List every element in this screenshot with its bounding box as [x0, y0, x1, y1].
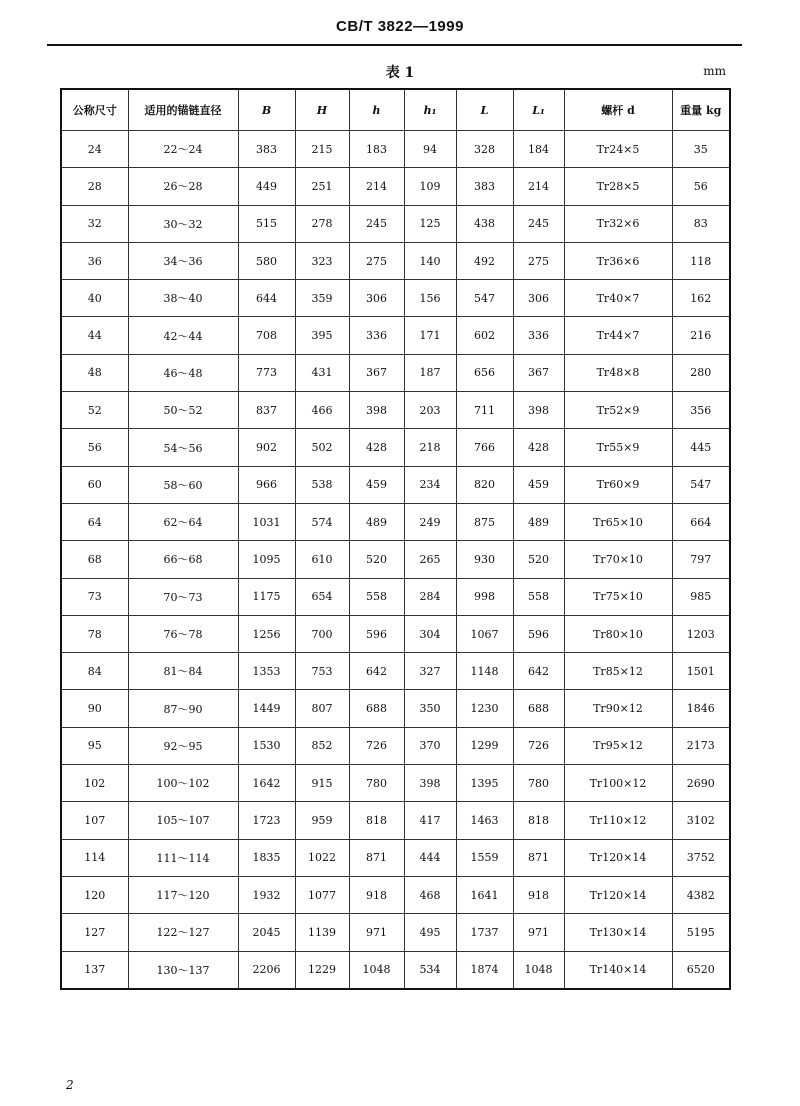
- table-cell: 275: [349, 242, 404, 279]
- table-cell: 1175: [238, 578, 295, 615]
- table-row: [61, 802, 730, 839]
- table-cell: 417: [404, 802, 456, 839]
- table-cell: 306: [349, 280, 404, 317]
- table-cell: 245: [513, 205, 564, 242]
- table-cell: 370: [404, 727, 456, 764]
- column-header: 重量 kg: [672, 89, 730, 131]
- table-cell: 1148: [456, 653, 513, 690]
- table-cell: 22～24: [128, 131, 238, 168]
- table-cell: 44: [61, 317, 128, 354]
- table-cell: 596: [513, 615, 564, 652]
- table-cell: Tr28×5: [564, 168, 672, 205]
- table-cell: 534: [404, 951, 456, 989]
- table-cell: 94: [404, 131, 456, 168]
- table-cell: 489: [349, 503, 404, 540]
- table-row: [61, 205, 730, 242]
- table-cell: 107: [61, 802, 128, 839]
- table-cell: 28: [61, 168, 128, 205]
- table-cell: Tr24×5: [564, 131, 672, 168]
- table-cell: 4382: [672, 876, 730, 913]
- table-cell: 428: [513, 429, 564, 466]
- table-cell: 1395: [456, 765, 513, 802]
- table-cell: 117～120: [128, 876, 238, 913]
- table-cell: 1229: [295, 951, 349, 989]
- table-cell: Tr95×12: [564, 727, 672, 764]
- table-cell: 56: [672, 168, 730, 205]
- table-cell: 278: [295, 205, 349, 242]
- table-cell: 130～137: [128, 951, 238, 989]
- table-cell: 971: [513, 914, 564, 951]
- table-row: [61, 168, 730, 205]
- table-cell: 807: [295, 690, 349, 727]
- column-header: L: [456, 89, 513, 131]
- table-cell: Tr70×10: [564, 541, 672, 578]
- table-cell: 105～107: [128, 802, 238, 839]
- table-cell: 780: [513, 765, 564, 802]
- table-cell: 48: [61, 354, 128, 391]
- table-cell: 70～73: [128, 578, 238, 615]
- table-cell: Tr65×10: [564, 503, 672, 540]
- table-cell: 30～32: [128, 205, 238, 242]
- table-cell: 156: [404, 280, 456, 317]
- table-row: [61, 317, 730, 354]
- table-cell: 327: [404, 653, 456, 690]
- table-row: [61, 242, 730, 279]
- table-cell: Tr60×9: [564, 466, 672, 503]
- table-cell: 24: [61, 131, 128, 168]
- table-cell: 1932: [238, 876, 295, 913]
- table-cell: 52: [61, 392, 128, 429]
- column-header: L₁: [513, 89, 564, 131]
- table-cell: 818: [513, 802, 564, 839]
- table-cell: 275: [513, 242, 564, 279]
- table-cell: 558: [513, 578, 564, 615]
- table-row: [61, 503, 730, 540]
- table-cell: 42～44: [128, 317, 238, 354]
- column-header: 公称尺寸: [61, 89, 128, 131]
- table-cell: 459: [349, 466, 404, 503]
- table-cell: 68: [61, 541, 128, 578]
- table-cell: 1203: [672, 615, 730, 652]
- table-cell: 1022: [295, 839, 349, 876]
- table-cell: 38～40: [128, 280, 238, 317]
- table-cell: 3752: [672, 839, 730, 876]
- table-cell: 395: [295, 317, 349, 354]
- table-cell: 367: [513, 354, 564, 391]
- column-header: B: [238, 89, 295, 131]
- table-cell: 306: [513, 280, 564, 317]
- table-cell: 547: [672, 466, 730, 503]
- table-cell: 766: [456, 429, 513, 466]
- table-cell: Tr120×14: [564, 839, 672, 876]
- table-cell: 959: [295, 802, 349, 839]
- table-cell: 304: [404, 615, 456, 652]
- table-cell: Tr110×12: [564, 802, 672, 839]
- table-row: [61, 541, 730, 578]
- table-cell: 971: [349, 914, 404, 951]
- table-cell: 700: [295, 615, 349, 652]
- column-header: 螺杆 d: [564, 89, 672, 131]
- table-cell: 466: [295, 392, 349, 429]
- table-cell: 46～48: [128, 354, 238, 391]
- table-cell: 83: [672, 205, 730, 242]
- table-cell: 688: [513, 690, 564, 727]
- table-cell: 711: [456, 392, 513, 429]
- table-cell: 102: [61, 765, 128, 802]
- table-row: [61, 839, 730, 876]
- table-cell: 1846: [672, 690, 730, 727]
- table-cell: 431: [295, 354, 349, 391]
- table-cell: 468: [404, 876, 456, 913]
- table-title: 表 1: [385, 65, 415, 81]
- table-cell: 1874: [456, 951, 513, 989]
- table-cell: 120: [61, 876, 128, 913]
- table-cell: Tr80×10: [564, 615, 672, 652]
- table-cell: Tr140×14: [564, 951, 672, 989]
- table-cell: 1230: [456, 690, 513, 727]
- table-cell: 62～64: [128, 503, 238, 540]
- table-cell: 726: [349, 727, 404, 764]
- table-cell: 336: [513, 317, 564, 354]
- table-cell: 438: [456, 205, 513, 242]
- table-cell: 998: [456, 578, 513, 615]
- table-cell: Tr120×14: [564, 876, 672, 913]
- table-cell: 215: [295, 131, 349, 168]
- table-row: [61, 690, 730, 727]
- table-cell: 875: [456, 503, 513, 540]
- table-row: [61, 578, 730, 615]
- table-cell: 109: [404, 168, 456, 205]
- table-cell: 1642: [238, 765, 295, 802]
- table-cell: 966: [238, 466, 295, 503]
- table-cell: 797: [672, 541, 730, 578]
- table-cell: 76～78: [128, 615, 238, 652]
- table-cell: 162: [672, 280, 730, 317]
- table-row: [61, 280, 730, 317]
- table-cell: 444: [404, 839, 456, 876]
- table-cell: 58～60: [128, 466, 238, 503]
- table-cell: 95: [61, 727, 128, 764]
- table-cell: 328: [456, 131, 513, 168]
- table-cell: 654: [295, 578, 349, 615]
- table-cell: 1256: [238, 615, 295, 652]
- dimensions-table: [60, 88, 731, 990]
- table-cell: 642: [513, 653, 564, 690]
- table-cell: 871: [513, 839, 564, 876]
- table-cell: 1501: [672, 653, 730, 690]
- table-cell: 580: [238, 242, 295, 279]
- table-cell: 214: [513, 168, 564, 205]
- table-cell: 2173: [672, 727, 730, 764]
- table-cell: 1139: [295, 914, 349, 951]
- table-cell: 1031: [238, 503, 295, 540]
- table-cell: 3102: [672, 802, 730, 839]
- table-cell: 930: [456, 541, 513, 578]
- table-cell: 1641: [456, 876, 513, 913]
- unit-label: mm: [703, 64, 726, 78]
- table-cell: 773: [238, 354, 295, 391]
- column-header: h: [349, 89, 404, 131]
- table-row: [61, 765, 730, 802]
- table-cell: 489: [513, 503, 564, 540]
- table-cell: Tr40×7: [564, 280, 672, 317]
- table-cell: 985: [672, 578, 730, 615]
- table-cell: 56: [61, 429, 128, 466]
- table-header-row: [61, 89, 730, 131]
- table-cell: 183: [349, 131, 404, 168]
- table-body: [61, 131, 730, 989]
- table-cell: 837: [238, 392, 295, 429]
- table-cell: 515: [238, 205, 295, 242]
- table-cell: 492: [456, 242, 513, 279]
- table-row: [61, 876, 730, 913]
- table-cell: 40: [61, 280, 128, 317]
- table-cell: 50～52: [128, 392, 238, 429]
- table-row: [61, 615, 730, 652]
- table-cell: 251: [295, 168, 349, 205]
- table-cell: Tr90×12: [564, 690, 672, 727]
- table-cell: 216: [672, 317, 730, 354]
- table-cell: 871: [349, 839, 404, 876]
- table-cell: 218: [404, 429, 456, 466]
- table-row: [61, 392, 730, 429]
- table-cell: 1835: [238, 839, 295, 876]
- table-cell: 449: [238, 168, 295, 205]
- table-cell: 171: [404, 317, 456, 354]
- table-cell: 726: [513, 727, 564, 764]
- table-row: [61, 727, 730, 764]
- table-cell: Tr44×7: [564, 317, 672, 354]
- table-cell: 664: [672, 503, 730, 540]
- table-cell: 60: [61, 466, 128, 503]
- table-cell: 35: [672, 131, 730, 168]
- table-cell: 459: [513, 466, 564, 503]
- table-cell: 84: [61, 653, 128, 690]
- table-cell: Tr130×14: [564, 914, 672, 951]
- table-cell: 1095: [238, 541, 295, 578]
- table-cell: 92～95: [128, 727, 238, 764]
- table-cell: Tr32×6: [564, 205, 672, 242]
- table-cell: 2045: [238, 914, 295, 951]
- table-cell: 780: [349, 765, 404, 802]
- table-row: [61, 653, 730, 690]
- table-cell: 1559: [456, 839, 513, 876]
- table-cell: 6520: [672, 951, 730, 989]
- table-cell: 32: [61, 205, 128, 242]
- table-cell: 918: [349, 876, 404, 913]
- table-cell: 1530: [238, 727, 295, 764]
- table-cell: Tr48×8: [564, 354, 672, 391]
- table-cell: 336: [349, 317, 404, 354]
- table-cell: 118: [672, 242, 730, 279]
- table-cell: 245: [349, 205, 404, 242]
- table-cell: 902: [238, 429, 295, 466]
- table-cell: 918: [513, 876, 564, 913]
- table-cell: 753: [295, 653, 349, 690]
- table-cell: 644: [238, 280, 295, 317]
- table-cell: 596: [349, 615, 404, 652]
- table-cell: Tr100×12: [564, 765, 672, 802]
- table-cell: 1449: [238, 690, 295, 727]
- table-cell: 520: [349, 541, 404, 578]
- table-row: [61, 951, 730, 989]
- table-cell: 1077: [295, 876, 349, 913]
- header-rule: [47, 44, 742, 46]
- column-header: H: [295, 89, 349, 131]
- table-cell: 502: [295, 429, 349, 466]
- table-cell: 187: [404, 354, 456, 391]
- table-cell: 114: [61, 839, 128, 876]
- table-cell: 2206: [238, 951, 295, 989]
- table-cell: 495: [404, 914, 456, 951]
- table-cell: 78: [61, 615, 128, 652]
- table-cell: Tr36×6: [564, 242, 672, 279]
- table-cell: 602: [456, 317, 513, 354]
- table-cell: 1737: [456, 914, 513, 951]
- table-cell: 656: [456, 354, 513, 391]
- table-cell: 323: [295, 242, 349, 279]
- table-cell: 1048: [513, 951, 564, 989]
- table-cell: 137: [61, 951, 128, 989]
- table-cell: 36: [61, 242, 128, 279]
- table-cell: 520: [513, 541, 564, 578]
- table-cell: 915: [295, 765, 349, 802]
- table-cell: 547: [456, 280, 513, 317]
- table-cell: 642: [349, 653, 404, 690]
- table-cell: 54～56: [128, 429, 238, 466]
- table-cell: Tr75×10: [564, 578, 672, 615]
- table-cell: 350: [404, 690, 456, 727]
- table-cell: 87～90: [128, 690, 238, 727]
- table-cell: 383: [456, 168, 513, 205]
- table-cell: 81～84: [128, 653, 238, 690]
- table-cell: 445: [672, 429, 730, 466]
- table-cell: 265: [404, 541, 456, 578]
- table-cell: 708: [238, 317, 295, 354]
- table-cell: 1353: [238, 653, 295, 690]
- table-row: [61, 131, 730, 168]
- table-cell: 1048: [349, 951, 404, 989]
- table-row: [61, 466, 730, 503]
- table-cell: 2690: [672, 765, 730, 802]
- page-number: 2: [66, 1078, 74, 1092]
- table-cell: 66～68: [128, 541, 238, 578]
- table-cell: 214: [349, 168, 404, 205]
- table-cell: 1067: [456, 615, 513, 652]
- standard-code-header: CB/T 3822—1999: [336, 18, 464, 35]
- table-cell: 356: [672, 392, 730, 429]
- column-header: h₁: [404, 89, 456, 131]
- table-cell: 1463: [456, 802, 513, 839]
- table-cell: 398: [349, 392, 404, 429]
- table-cell: 140: [404, 242, 456, 279]
- table-cell: 610: [295, 541, 349, 578]
- table-cell: 203: [404, 392, 456, 429]
- table-cell: 688: [349, 690, 404, 727]
- column-header: 适用的锚链直径: [128, 89, 238, 131]
- table-cell: 359: [295, 280, 349, 317]
- table-cell: 1723: [238, 802, 295, 839]
- table-cell: 284: [404, 578, 456, 615]
- table-row: [61, 429, 730, 466]
- table-cell: 64: [61, 503, 128, 540]
- table-cell: 383: [238, 131, 295, 168]
- table-cell: Tr55×9: [564, 429, 672, 466]
- table-cell: 73: [61, 578, 128, 615]
- table-cell: 122～127: [128, 914, 238, 951]
- table-cell: 820: [456, 466, 513, 503]
- table-cell: 34～36: [128, 242, 238, 279]
- table-cell: 280: [672, 354, 730, 391]
- table-cell: 100～102: [128, 765, 238, 802]
- table-cell: 125: [404, 205, 456, 242]
- table-cell: 367: [349, 354, 404, 391]
- table-row: [61, 354, 730, 391]
- table-row: [61, 914, 730, 951]
- table-cell: 558: [349, 578, 404, 615]
- table-cell: 111～114: [128, 839, 238, 876]
- table-cell: 249: [404, 503, 456, 540]
- table-cell: Tr52×9: [564, 392, 672, 429]
- table-cell: 852: [295, 727, 349, 764]
- table-cell: 538: [295, 466, 349, 503]
- table-cell: 818: [349, 802, 404, 839]
- table-cell: 5195: [672, 914, 730, 951]
- table-cell: 398: [404, 765, 456, 802]
- table-cell: 428: [349, 429, 404, 466]
- table-cell: 1299: [456, 727, 513, 764]
- table-cell: 234: [404, 466, 456, 503]
- table-cell: 184: [513, 131, 564, 168]
- table-cell: 127: [61, 914, 128, 951]
- table-cell: 574: [295, 503, 349, 540]
- table-cell: 26～28: [128, 168, 238, 205]
- table-cell: 398: [513, 392, 564, 429]
- table-cell: 90: [61, 690, 128, 727]
- table-cell: Tr85×12: [564, 653, 672, 690]
